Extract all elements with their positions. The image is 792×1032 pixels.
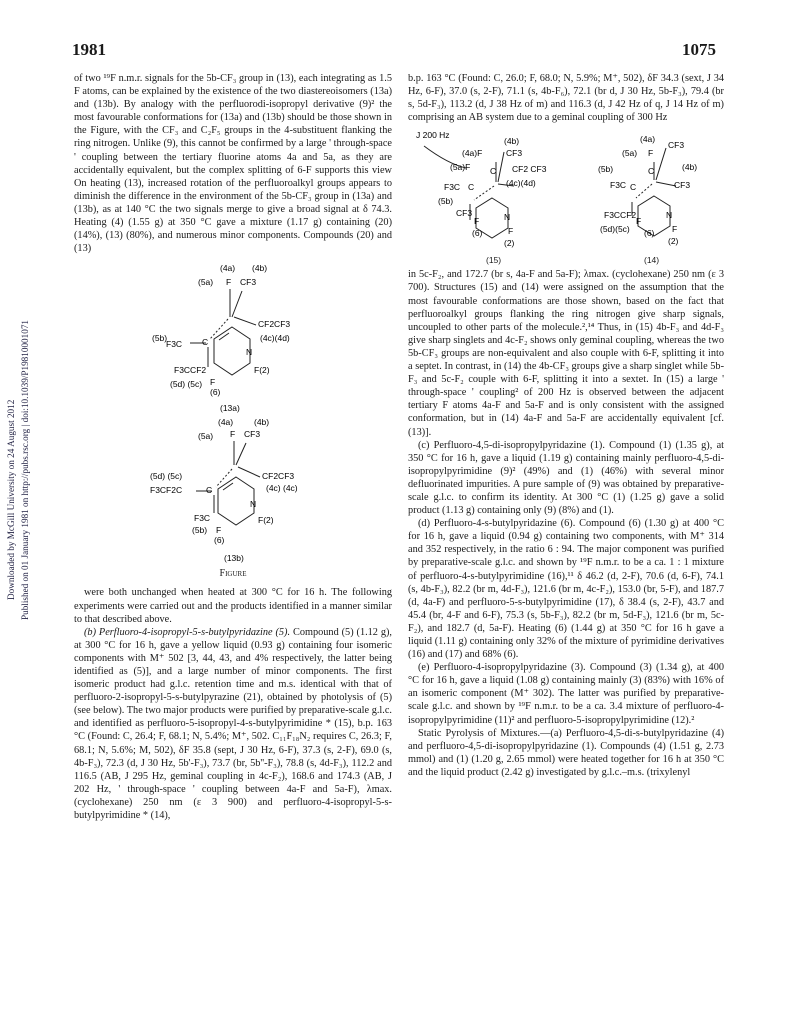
page-year: 1981: [72, 40, 106, 59]
j200-label: J 200 Hz: [416, 130, 450, 141]
fig13a-CF2CF3: CF2CF3: [258, 319, 291, 330]
sidebar-provenance: [6, 200, 36, 620]
fig15-N: N: [504, 212, 511, 223]
fig15-label-5b: (5b): [438, 196, 454, 207]
fig13b-label-5d5c: (5d) (5c): [150, 471, 183, 482]
fig15-ring-F: F: [474, 216, 480, 227]
fig13a-label-6: (6): [210, 387, 221, 398]
right-column: [408, 72, 724, 779]
fig14-label-4a: (4a): [640, 134, 656, 145]
fig13b-label-4c: (4c) (4c): [266, 483, 298, 494]
fig13b-CF2CF3: CF2CF3: [262, 471, 295, 482]
left-column: [74, 72, 392, 822]
fig13b-C: C: [206, 485, 213, 496]
fig13a-label-5d5c: (5d) (5c): [170, 379, 203, 390]
fig15-C2: C: [468, 182, 475, 193]
fig14-ring-F: F: [636, 216, 642, 227]
fig15-label-4c4d: (4c)(4d): [506, 178, 536, 189]
fig13b-caption: (13b): [224, 553, 244, 564]
fig14-label-4b: (4b): [682, 162, 698, 173]
fig15-F3C: F3C: [444, 182, 461, 193]
fig14-CF3: CF3: [668, 140, 685, 151]
fig15-CF2CF3: CF2 CF3: [512, 164, 547, 175]
fig13a-label-4b: (4b): [252, 263, 268, 274]
fig13b-N: N: [250, 499, 257, 510]
fig14-label-2: (2): [668, 236, 679, 247]
fig13b-label-4b: (4b): [254, 417, 270, 428]
fig14-N: N: [666, 210, 673, 221]
fig14-F: F: [648, 148, 654, 159]
fig14-F3C: F3C: [610, 180, 627, 191]
fig15-caption: (15): [486, 255, 502, 266]
downloaded-note: Downloaded by McGill University on 24 August 2012: [6, 399, 16, 600]
section-head: (b) Perfluoro-4-isopropyl-5-s-butylpyridazine (5).: [84, 626, 291, 638]
fig15-label-4aF: (4a)F: [462, 148, 483, 159]
fig15-C: C: [490, 166, 497, 177]
figure-15-14: [408, 124, 724, 268]
fig15-label-4b: (4b): [504, 136, 520, 147]
fig15-F2: F: [508, 226, 514, 237]
fig14-label-5d5c: (5d)(5c): [600, 224, 630, 235]
fig13b-F3CF2C: F3CF2C: [150, 485, 183, 496]
fig13a-ring-F: F: [210, 377, 216, 388]
fig13a-F3C: F3C: [166, 339, 183, 350]
fig14-caption: (14): [644, 255, 660, 266]
fig14-F2: F: [672, 224, 678, 235]
fig14-C2: C: [630, 182, 637, 193]
paragraph: in 5c-F₂, and 172.7 (br s, 4a-F and 5a-F); λmax. (cyclohexane) 250 nm (ε 3 700). Structures (15) and (14) were assigned on the assumption that the most favourable conformations are those shown, based on the fact that perfluoroalkyl groups flanking the ring nitrogen give sharp signals, uncoupled to other parts of the molecule.²,¹⁴ Thus, in (15) 4b-F₃ and 4d-F₃ give sharp singlets and 4c-F₂ shows only geminal coupling, whereas the two 5b-CF₃ groups are non-equivalent and also couple with 6-F, splitting it into a septet. In contrast, in (14) the 4b-CF₃ groups give a sharp singlet while 5b-F₃ and 5c-F₂ couple with 6-F, splitting it into a sextet. In (15) a large ' through-space ' coupling² of 200 Hz is observed between the adjacent tertiary F atoms 4a-F and 5a-F and is only consistent with the assigned conformation, but in (14) 4a-F and 5a-F are accidentally equivalent [cf. (13)].: [408, 269, 724, 438]
fig15-CF3: CF3: [506, 148, 523, 159]
fig13b-ring-F: F: [216, 525, 222, 536]
figure-caption: Figure: [219, 568, 247, 580]
fig14-label-5a: (5a): [622, 148, 638, 159]
paragraph: b.p. 163 °C (Found: C, 26.0; F, 68.0; N, 5.9%; M⁺, 502), δF 34.3 (sext, J 34 Hz, 6-F), 37.0 (s, 2-F), 71.1 (s, 4b-F₆), 72.1 (br d, J 30 Hz, 5b-F₃), 79.4 (br s, 5d-F₃), 113.2 (d, J 38 Hz of m) and 116.3 (d, J 42 Hz of q, J 14 Hz of m) comprising an AB system due to a geminal coupling of 300 Hz: [408, 73, 724, 124]
fig13b-CF3: CF3: [244, 429, 261, 440]
fig14-CF3b: CF3: [674, 180, 691, 191]
fig13a-F: F: [226, 277, 232, 288]
fig14-F3CCF2: F3CCF2: [604, 210, 637, 221]
fig13a-label-4a: (4a): [220, 263, 236, 274]
figure-13b: [74, 415, 392, 565]
fig13a-C: C: [202, 337, 209, 348]
fig13b-F3C: F3C: [194, 513, 211, 524]
page-number: 1075: [682, 40, 716, 59]
paragraph: Static Pyrolysis of Mixtures.—(a) Perfluoro-4,5-di-s-butylpyridazine (4) and perfluoro-4,5-di-isopropylpyridazine (1). Compounds (4) (1.51 g, 2.73 mmol) and (1) (1.20 g, 2.65 mmol) were heated together for 16 h at 350 °C and the liquid product (2.42 g) investigated by g.l.c.–m.s. (trixylenyl: [408, 727, 724, 778]
fig14-C: C: [648, 166, 655, 177]
fig13a-CF3: CF3: [240, 277, 257, 288]
fig13a-label-4c4d: (4c)(4d): [260, 333, 290, 344]
fig15-label-5aF: (5a)F: [450, 162, 471, 173]
fig13b-label-5b: (5b): [192, 525, 208, 536]
fig13a-caption: (13a): [220, 403, 240, 414]
published-note: Published on 01 January 1981 on http://pubs.rsc.org | doi:10.1039/P19810001071: [20, 319, 30, 620]
fig13a-F3CCF2: F3CCF2: [174, 365, 207, 376]
fig13a-label-5b: (5b): [152, 333, 168, 344]
paragraph: (e) Perfluoro-4-isopropylpyridazine (3). Compound (3) (1.34 g), at 400 °C for 16 h, gave a liquid (1.08 g) containing mainly (3) (83%) with 16% of an isomeric component (M⁺ 302). The latter was purified by preparative-scale g.l.c. and shown by ¹⁹F n.m.r. to be a ca. 3.4 mixture of perfluoro-4-isopropylpyrimidine (11)² and perfluoro-5-isopropylpyrimidine (12).²: [408, 662, 724, 726]
fig15-CF3b: CF3: [456, 208, 473, 219]
paragraph: of two ¹⁹F n.m.r. signals for the 5b-CF₃ group in (13), each integrating as 1.5 F atoms, can be explained by the existence of the two diastereoisomers (13a) and (13b). By analogy with the perfluorodi-isopropyl derivative (9)² the most favourable conformations for (13a) and (13b) should be those shown in the Figure, with the CF₃ and C₂F₅ groups in the 4-substituent flanking the ring nitrogen. Unlike (9), this cannot be confirmed by a large ' through-space ' coupling between the tertiary fluorine atoms 4a and 5a, as they are accidentally equivalent, but the complex splitting of 6-F supports this view On heating (13), increased rotation of the perfluoroalkyl groups appears to diminish the difference in the environment of the 5b-CF₃ group in (13a) and (13b), as at 140 °C the two signals merge to give a broad signal at δ 74.3. Heating (4) (1.55 g) at 350 °C gave a mixture (1.17 g) containing (20) (14%), (13) (80%), and numerous minor components. Compounds (20) and (13): [74, 73, 392, 255]
paragraph: (d) Perfluoro-4-s-butylpyridazine (6). Compound (6) (1.30 g) at 400 °C for 16 h, gave a liquid (0.94 g) containing two components, with M⁺ 314 and 352 respectively, in the ratio 6 : 94. The major component was purified by preparative-scale g.l.c. and shown by ¹⁹F n.m.r. to be a ca. 1 : 1 mixture of perfluoro-4-s-butylpyrimidine (16),¹¹ δ 46.2 (d, 2-F), 70.6 (d, 6-F), 74.1 (s, 4b-F₃), 82.2 (br m, 4d-F₃), 121.6 (br m, 4c-F₂), 153.0 (br, 5-F), and 187.7 (d, 4a-F) and perfluoro-5-s-butylpyrimidine (17), δ 38.4 (s, 2-F), 43.7 and 45.4 (br, 4-F and 6-F), 75.3 (s, 5b-F₃), 82.2 (br m, 5d-F₃), 121.6 (br m, 5c-F₂), and 182.7 (d, 5a-F). Heating (6) (1.44 g) at 350 °C for 16 h gave a liquid (1.11 g) containing only 32% of the mixture of pyrimidine derivatives (16) and (17) and 68% (6).: [408, 518, 724, 661]
fig13b-F2: F(2): [258, 515, 274, 526]
fig13a-label-5a: (5a): [198, 277, 214, 288]
fig13b-label-6: (6): [214, 535, 225, 546]
paragraph: [74, 626, 392, 822]
paragraph: were both unchanged when heated at 300 °C for 16 h. The following experiments were carried out and the products identified in a manner similar to that described above.: [74, 587, 392, 625]
fig15-label-2: (2): [504, 238, 515, 249]
fig13b-F: F: [230, 429, 236, 440]
fig13b-label-5a: (5a): [198, 431, 214, 442]
fig14-label-5b: (5b): [598, 164, 614, 175]
fig13a-F2: F(2): [254, 365, 270, 376]
figure-13a: [74, 255, 392, 415]
paragraph-body: Compound (5) (1.12 g), at 300 °C for 16 h, gave a yellow liquid (0.93 g) containing four isomeric components with M⁺ 502 [3, 44, 43, and 4% respectively, the latter being identified as (5)], and a large number of minor components. The first isomeric product had g.l.c. retention time and m.s. identical with that of perfluoro-2-isopropyl-5-s-butylpyrazine (21), obtained by photolysis of (5) (see below). The two major products were purified by preparative-scale g.l.c. and identified as perfluoro-5-isopropyl-4-s-butylpyrimidine * (15), b.p. 163 °C (Found: C, 26.4; F, 68.1; N, 5.4%; M⁺, 502. C₁₁F₁₈N₂ requires C, 26.3; F, 68.1; N, 5.6%; M, 502), δF 35.8 (sept, J 30 Hz, 6-F), 37.3 (s, 2-F), 69.0 (s, 4b-F₃), 72.3 (d, J 30 Hz, 5b'-F₃), 73.7 (br, 5b''-F₃), 78.8 (s, 4d-F₃), 112.2 and 116.5 (AB, J 295 Hz, geminal coupling in 4c-F₂), 168.6 and 174.3 (AB, J 202 Hz, ' through-space ' coupling between 4a-F and 5a-F), λmax. (cyclohexane) 250 nm (ε 3 900) and perfluoro-4-isopropyl-5-s-butylpyrimidine * (14),: [74, 626, 393, 821]
paragraph: (c) Perfluoro-4,5-di-isopropylpyridazine (1). Compound (1) (1.35 g), at 350 °C for 16 h, gave a liquid (1.19 g) containing mainly perfluoro-4,5-di-isopropylpyrimidine (9)² (49%) and (1) (46%) with several minor defluorinated impurities. A pure sample of (9) was obtained by preparative-scale g.l.c. to confirm its identity. At 300 °C (1) (1.25 g) gave a solid product (1.13 g) containing only (9) (8%) and (1).: [408, 439, 724, 517]
fig13a-N: N: [246, 347, 253, 358]
fig14-label-6: (6): [644, 228, 655, 239]
fig15-label-6: (6): [472, 228, 483, 239]
fig13b-label-4a: (4a): [218, 417, 234, 428]
